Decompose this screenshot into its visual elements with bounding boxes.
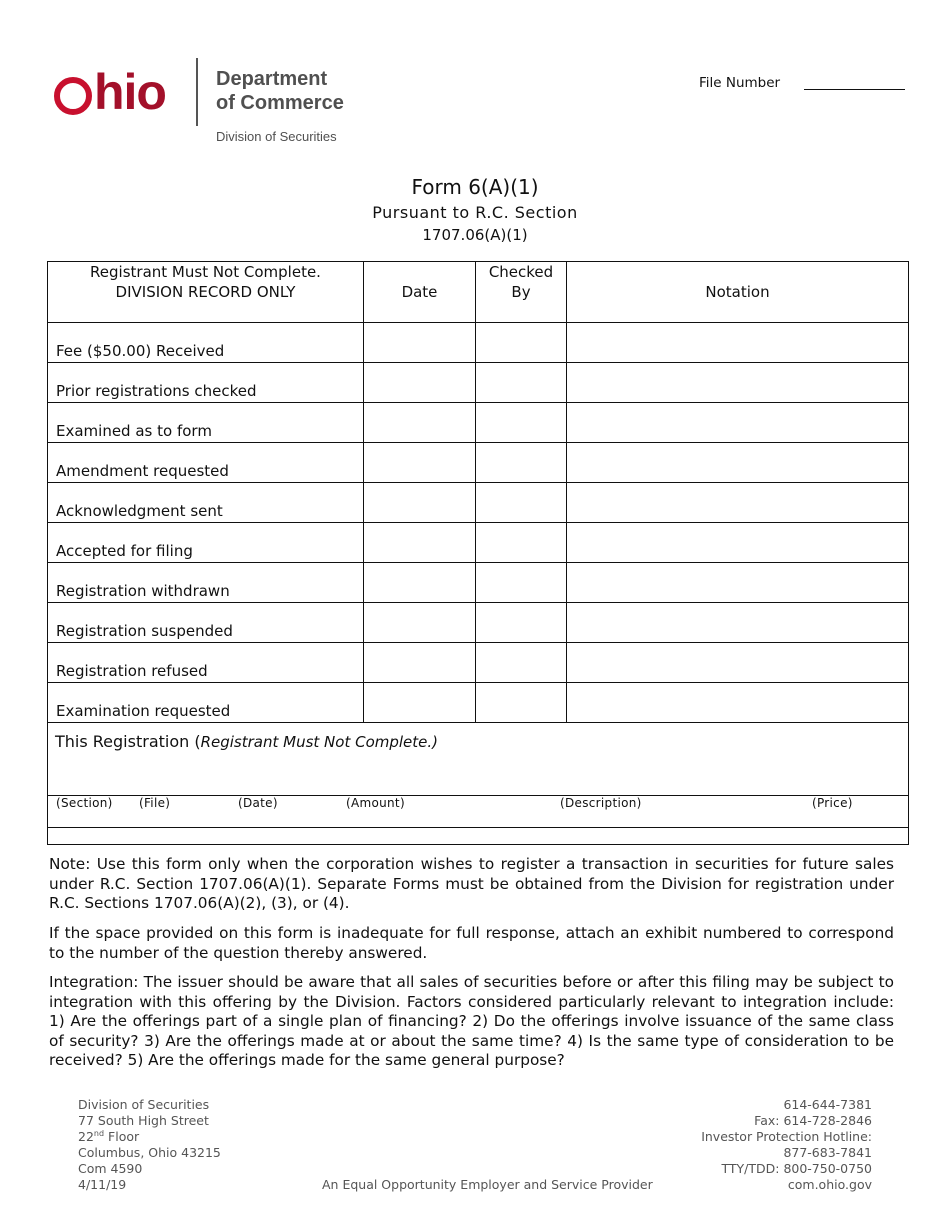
- department-line1: Department: [216, 68, 328, 90]
- footer-floor: [78, 1129, 221, 1145]
- this-registration-label: [55, 732, 438, 751]
- division-name: Division of Securities: [216, 129, 337, 144]
- sub-label-amount: (Amount): [346, 796, 405, 810]
- row-line: [48, 442, 908, 443]
- footer-contact: [701, 1097, 872, 1193]
- sub-label-description: (Description): [560, 796, 642, 810]
- row-line: [48, 602, 908, 603]
- table-row-label: Examined as to form: [56, 422, 212, 440]
- table-row-label: Registration withdrawn: [56, 582, 230, 600]
- footer-website: com.ohio.gov: [787, 1177, 872, 1192]
- sub-label-date: (Date): [238, 796, 278, 810]
- col-divider-notation: [566, 262, 567, 723]
- table-row-label: Registration refused: [56, 662, 208, 680]
- table-header-notation: Notation: [705, 283, 770, 301]
- form-pursuant: Pursuant to R.C. Section: [372, 203, 578, 222]
- form-section: 1707.06(A)(1): [422, 226, 528, 244]
- ohio-logo-o-icon: [54, 77, 92, 115]
- file-number-field[interactable]: [804, 89, 905, 90]
- col-divider-date: [363, 262, 364, 723]
- sub-label-section: (Section): [56, 796, 113, 810]
- row-line: [48, 562, 908, 563]
- table-row-label: Accepted for filing: [56, 542, 193, 560]
- footer-address: [78, 1097, 221, 1193]
- department-line2: of Commerce: [216, 92, 344, 114]
- integration-paragraph: Integration: The issuer should be aware that all sales of securities before or after this filing may be subject to integration with this offering by the Division. Factors considered particularly relevant to integration include: 1) Are the offerings part of a single plan of financing? 2) Do the offerings involve issuance of the same class of security? 3) Are the offerings made at or about the same time? 4) Is the same type of consideration to be received? 5) Are the offerings made for the same general purpose?: [49, 973, 894, 1069]
- footer-floor-word: Floor: [104, 1129, 140, 1144]
- row-line: [48, 682, 908, 683]
- footer-fax: Fax: 614-728-2846: [754, 1113, 872, 1128]
- header-line1: Registrant Must Not Complete.: [90, 263, 321, 281]
- row-line: [48, 642, 908, 643]
- table-header-record: [48, 262, 363, 302]
- table-header-checked-by: [476, 262, 566, 302]
- header-by: By: [511, 283, 531, 301]
- table-row-label: Registration suspended: [56, 622, 233, 640]
- footer-form-number: Com 4590: [78, 1161, 143, 1176]
- sub-label-file: (File): [139, 796, 171, 810]
- table-header-date: Date: [401, 283, 438, 301]
- registration-label-text: This Registration (: [55, 732, 201, 751]
- footer-phone: 614-644-7381: [783, 1097, 872, 1112]
- division-record-table: [47, 261, 909, 845]
- logo-divider: [196, 58, 198, 126]
- ohio-logo-text: hio: [94, 64, 166, 120]
- row-line: [48, 827, 908, 828]
- space-paragraph: If the space provided on this form is inadequate for full response, attach an exhibit numbered to correspond to the number of the question thereby answered.: [49, 924, 894, 962]
- row-line: [48, 322, 908, 323]
- col-divider-checked: [475, 262, 476, 723]
- table-row-label: Examination requested: [56, 702, 231, 720]
- footer-floor-sup: nd: [93, 1128, 105, 1138]
- sub-label-price: (Price): [812, 796, 853, 810]
- footer-revision-date: 4/11/19: [78, 1177, 127, 1192]
- file-number-label: File Number: [699, 75, 781, 91]
- registration-label-italic: Registrant Must Not Complete.): [200, 733, 439, 751]
- row-line: [48, 795, 908, 796]
- table-row-label: Fee ($50.00) Received: [56, 342, 225, 360]
- footer-tty: TTY/TDD: 800-750-0750: [721, 1161, 872, 1176]
- table-row-label: Amendment requested: [56, 462, 229, 480]
- header-checked: Checked: [488, 263, 554, 281]
- department-name: [216, 67, 344, 115]
- row-line: [48, 362, 908, 363]
- row-line: [48, 522, 908, 523]
- row-line: [48, 482, 908, 483]
- footer-hotline-label: Investor Protection Hotline:: [701, 1129, 872, 1144]
- row-line: [48, 722, 908, 723]
- footer-city: Columbus, Ohio 43215: [78, 1145, 221, 1160]
- form-title: Form 6(A)(1): [411, 175, 539, 199]
- ohio-logo: [54, 62, 166, 122]
- footer-division: Division of Securities: [78, 1097, 210, 1112]
- note-paragraph: Note: Use this form only when the corporation wishes to register a transaction in securities for future sales under R.C. Section 1707.06(A)(1). Separate Forms must be obtained from the Division for registration under R.C. Sections 1707.06(A)(2), (3), or (4).: [49, 855, 894, 912]
- footer-hotline: 877-683-7841: [783, 1145, 872, 1160]
- row-line: [48, 402, 908, 403]
- table-row-label: Prior registrations checked: [56, 382, 257, 400]
- footer-street: 77 South High Street: [78, 1113, 209, 1128]
- table-row-label: Acknowledgment sent: [56, 502, 223, 520]
- footer-floor-num: 22: [78, 1129, 94, 1144]
- footer-eoe: An Equal Opportunity Employer and Service Provider: [322, 1177, 653, 1192]
- header-line2: DIVISION RECORD ONLY: [115, 283, 296, 301]
